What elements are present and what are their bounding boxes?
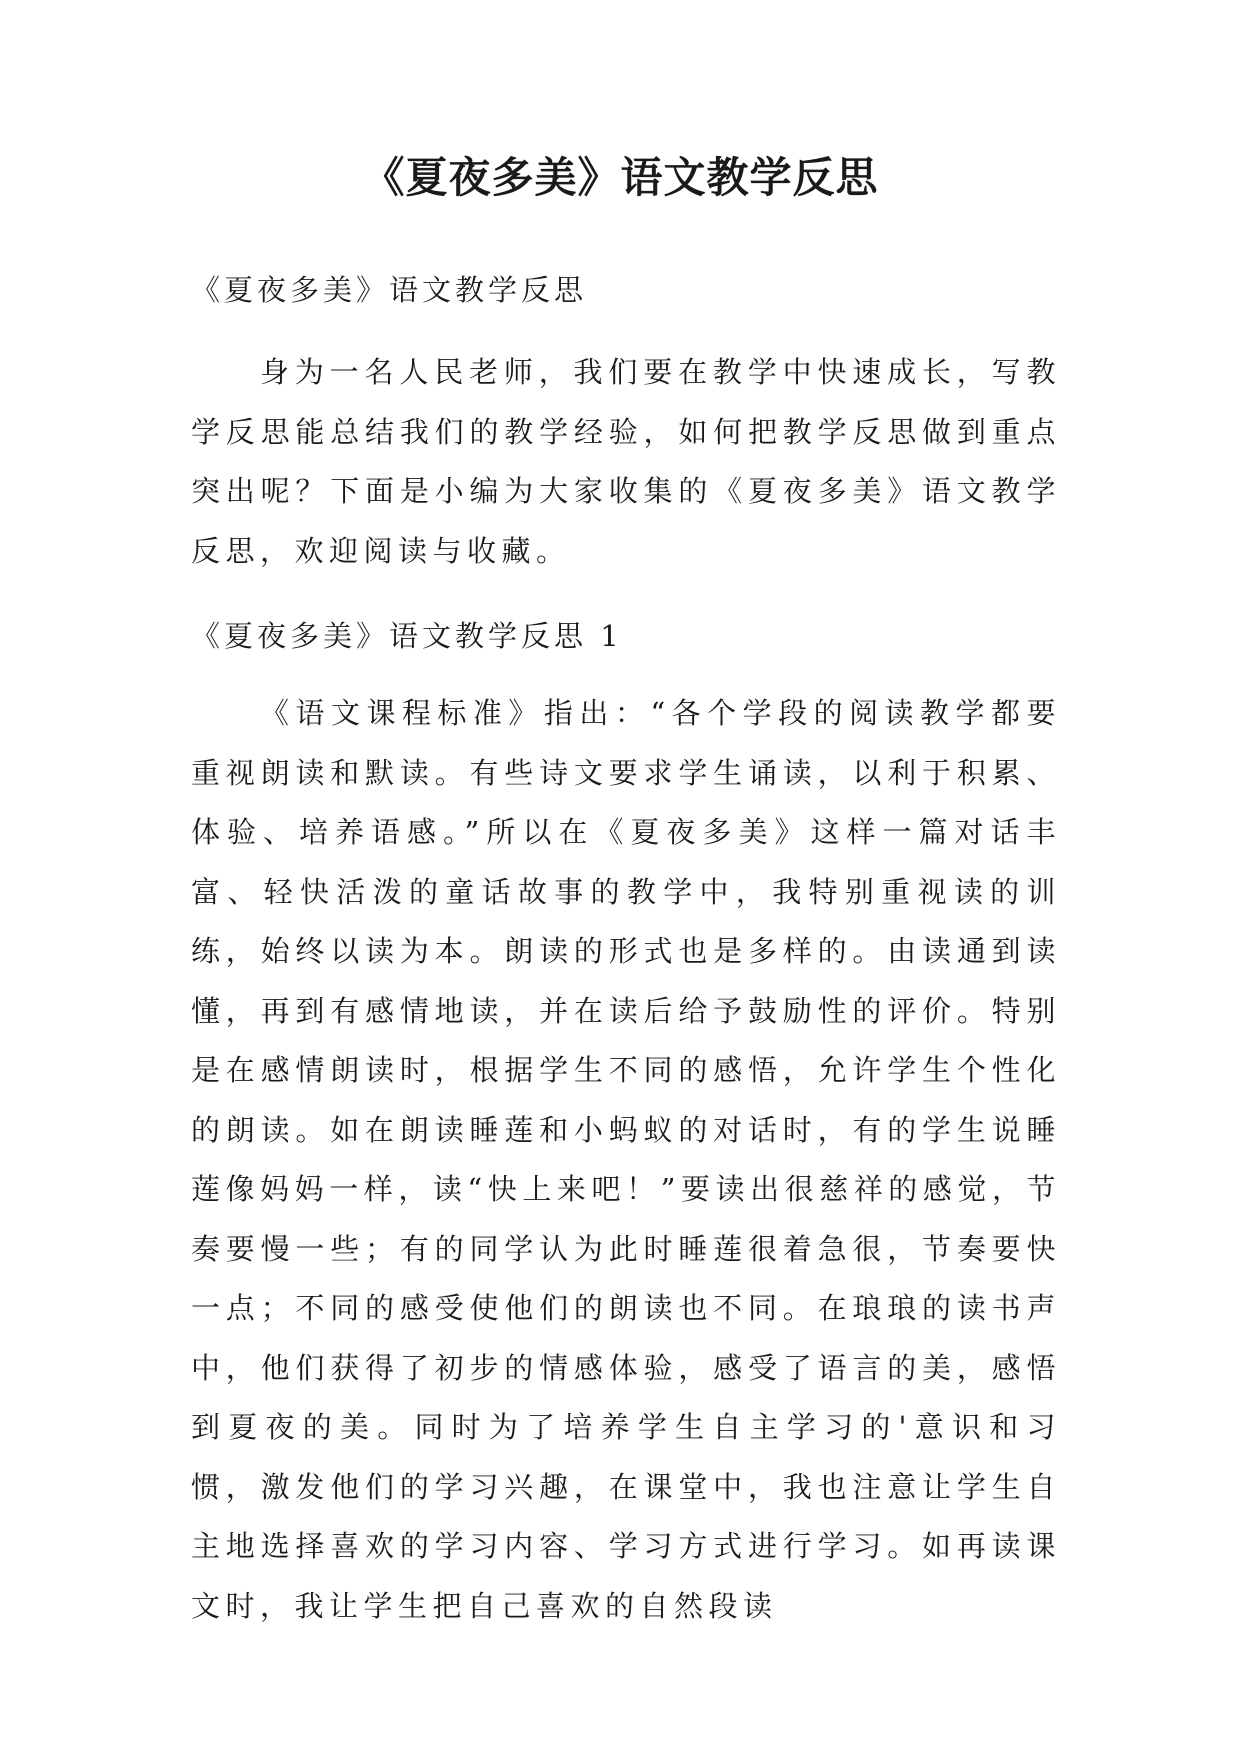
intro-heading: 《夏夜多美》语文教学反思 <box>191 273 588 307</box>
section-1-heading: 《夏夜多美》语文教学反思 1 <box>191 619 623 653</box>
page-title: 《夏夜多美》语文教学反思 <box>362 153 879 202</box>
section-1-paragraph: 《语文课程标准》指出：“各个学段的阅读教学都要重视朗读和默读。有些诗文要求学生诵读，以利于积累、体验、培养语感。”所以在《夏夜多美》这样一篇对话丰富、轻快活泼的童话故事的教学中，我特别重视读的训练，始终以读为本。朗读的形式也是多样的。由读通到读懂，再到有感情地读，并在读后给予鼓励性的评价。特别是在感情朗读时，根据学生不同的感悟，允许学生个性化的朗读。如在朗读睡莲和小蚂蚁的对话时，有的学生说睡莲像妈妈一样，读“快上来吧！”要读出很慈祥的感觉，节奏要慢一些；有的同学认为此时睡莲很着急很，节奏要快一点；不同的感受使他们的朗读也不同。在琅琅的读书声中，他们获得了初步的情感体验，感受了语言的美，感悟到夏夜的美。同时为了培养学生自主学习的'意识和习惯，激发他们的学习兴趣，在课堂中，我也注意让学生自主地选择喜欢的学习内容、学习方式进行学习。如再读课文时，我让学生把自己喜欢的自然段读 <box>191 696 1061 1623</box>
intro-paragraph: 身为一名人民老师，我们要在教学中快速成长，写教学反思能总结我们的教学经验，如何把教学反思做到重点突出呢？下面是小编为大家收集的《夏夜多美》语文教学反思，欢迎阅读与收藏。 <box>191 355 1061 568</box>
